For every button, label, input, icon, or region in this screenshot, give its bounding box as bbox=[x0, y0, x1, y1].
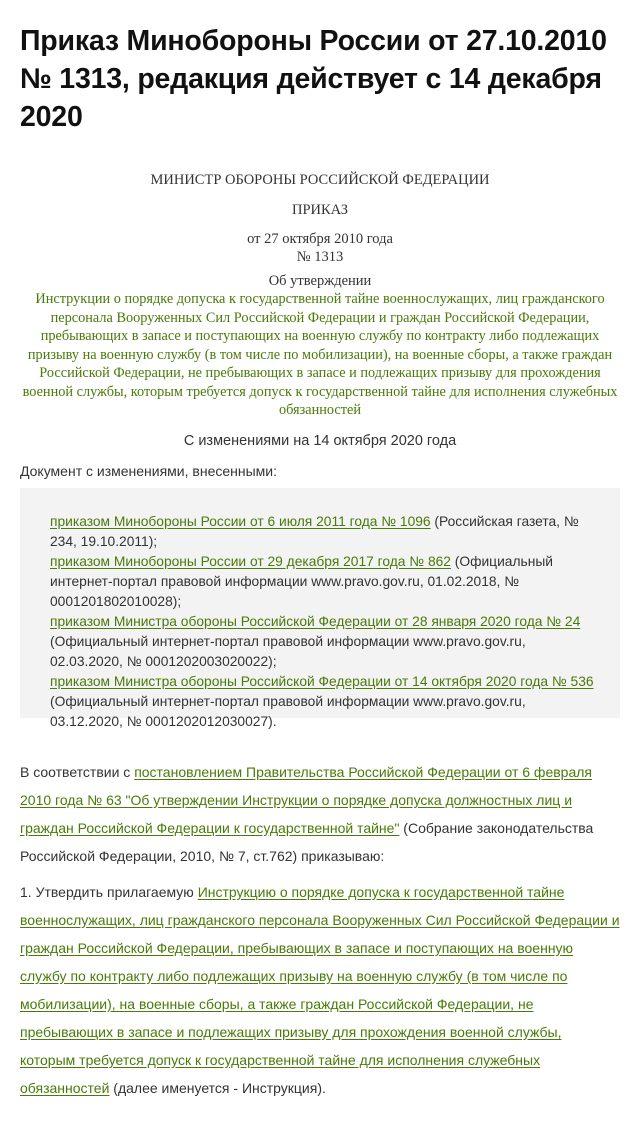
amendment-item bbox=[50, 552, 596, 612]
government-decree-link[interactable]: постановлением Правительства Российской Федерации от 6 февраля 2010 года № 63 "Об утверждении Инструкции о порядке допуска должностных лиц и граждан Российской Федерации к государственной тайне" bbox=[20, 763, 592, 836]
paragraph-basis bbox=[20, 758, 620, 870]
amendment-source: (Российская газета, № 234, 19.10.2011); bbox=[50, 513, 579, 549]
instruction-title: Инструкции о порядке допуска к государственной тайне военнослужащих, лиц гражданского персонала Вооруженных Сил Российской Федерации и граждан Российской Федерации, пребывающих в запасе и поступающих на военную службу по контракту либо подлежащих призыву на военную службу (в том числе по мобилизации), на военные сборы, а также граждан Российской Федерации, не пребывающих в запасе и подлежащих призыву для прохождения военной службы, которым требуется допуск к государственной тайне для исполнения служебных обязанностей bbox=[22, 291, 618, 418]
doc-type-heading: ПРИКАЗ bbox=[291, 202, 349, 218]
amendment-source: (Официальный интернет-портал правовой информации www.pravo.gov.ru, 03.12.2020, № 0001202012030027). bbox=[50, 693, 526, 729]
amendment-source: (Официальный интернет-портал правовой информации www.pravo.gov.ru, 02.03.2020, № 0001202003020022); bbox=[50, 633, 526, 669]
amendment-source: (Официальный интернет-портал правовой информации www.pravo.gov.ru, 01.02.2018, № 0001201802010028); bbox=[50, 553, 553, 609]
doc-subject-intro: Об утверждении bbox=[268, 273, 372, 289]
amendment-link[interactable]: приказом Минобороны России от 29 декабря 2017 года № 862 bbox=[50, 553, 451, 569]
doc-date: от 27 октября 2010 года bbox=[247, 231, 393, 247]
instruction-link[interactable]: Инструкцию о порядке допуска к государственной тайне военнослужащих, лиц гражданского персонала Вооруженных Сил Российской Федерации и граждан Российской Федерации, пребывающих в запасе и поступающих на военную службу по контракту либо подлежащих призыву на военную службу (в том числе по мобилизации), на военные сборы, а также граждан Российской Федерации, не пребывающих в запасе и подлежащих призыву для прохождения военной службы, которым требуется допуск к государственной тайне для исполнения служебных обязанностей bbox=[20, 883, 620, 1096]
doc-number: № 1313 bbox=[296, 249, 344, 265]
amendment-item bbox=[50, 612, 596, 672]
amendments-box bbox=[20, 488, 620, 729]
amendment-link[interactable]: приказом Министра обороны Российской Федерации от 28 января 2020 года № 24 bbox=[50, 613, 581, 629]
page-title: Приказ Минобороны России от 27.10.2010 № 1313, редакция действует с 14 декабря 2020 bbox=[20, 25, 607, 133]
document-body bbox=[20, 758, 620, 1102]
paragraph-text: (Собрание законодательства Российской Федерации, 2010, № 7, ст.762) приказываю: bbox=[20, 819, 594, 864]
amendment-link[interactable]: приказом Минобороны России от 6 июля 2011 года № 1096 bbox=[50, 513, 431, 529]
paragraph-text: В соответствии с bbox=[20, 763, 135, 780]
ministry-heading: МИНИСТР ОБОРОНЫ РОССИЙСКОЙ ФЕДЕРАЦИИ bbox=[150, 172, 490, 188]
amendment-item bbox=[50, 512, 596, 552]
paragraph-text: (далее именуется - Инструкция). bbox=[109, 1079, 326, 1096]
amendment-link[interactable]: приказом Министра обороны Российской Федерации от 14 октября 2020 года № 536 bbox=[50, 673, 594, 689]
paragraph-item-1 bbox=[20, 878, 620, 1102]
changes-note: С изменениями на 14 октября 2020 года bbox=[183, 432, 457, 449]
amendment-item bbox=[50, 672, 596, 732]
paragraph-text: 1. Утвердить прилагаемую bbox=[20, 883, 198, 900]
amendments-intro: Документ с изменениями, внесенными: bbox=[20, 462, 278, 479]
